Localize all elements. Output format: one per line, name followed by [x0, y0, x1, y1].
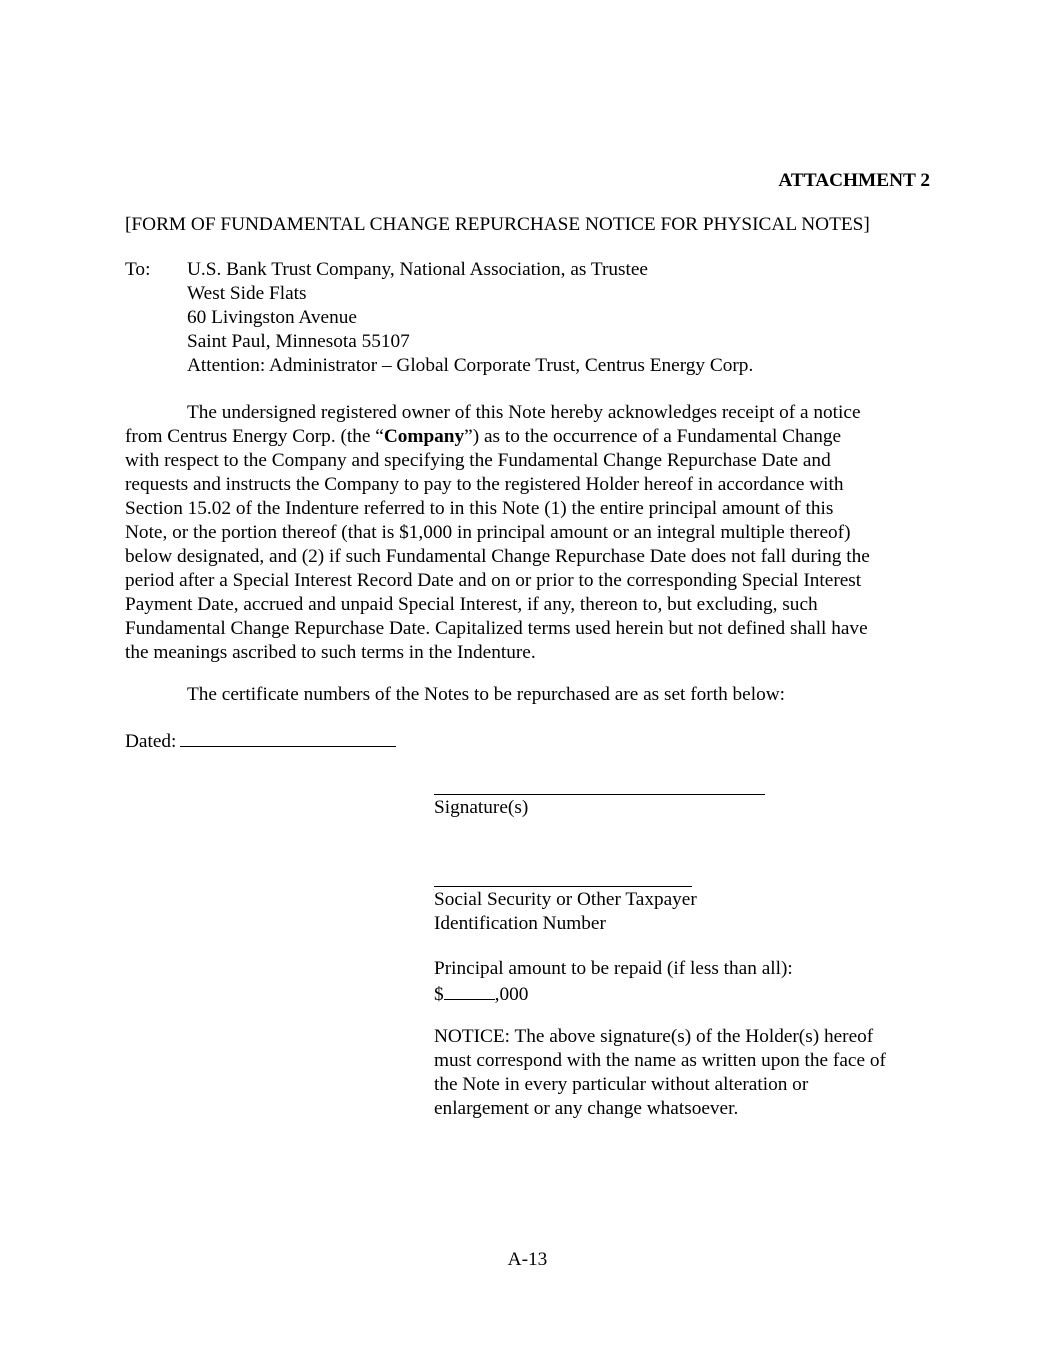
signature-label: Signature(s) [434, 797, 529, 818]
notice-line: NOTICE: The above signature(s) of the Holder(s) hereof [434, 1026, 874, 1047]
body-text: ”) as to the occurrence of a Fundamental Change [464, 426, 842, 447]
taxpayer-id-label [434, 888, 697, 936]
notice-line: must correspond with the name as written upon the face of [434, 1050, 886, 1071]
principal-amount-label: Principal amount to be repaid (if less than all): [434, 958, 793, 979]
signature-notice [434, 1025, 886, 1121]
body-line: with respect to the Company and specifying the Fundamental Change Repurchase Date and [125, 450, 831, 471]
company-defined-term: Company [383, 426, 465, 447]
principal-amount-section [434, 957, 793, 1005]
dated-row [125, 728, 396, 752]
body-line [125, 425, 931, 449]
body-text: from Centrus Energy Corp. (the “ [125, 426, 384, 447]
body-line: Payment Date, accrued and unpaid Special Interest, if any, thereon to, but excluding, such [125, 594, 818, 615]
attachment-heading: ATTACHMENT 2 [778, 170, 930, 191]
address-line: Saint Paul, Minnesota 55107 [187, 331, 410, 352]
body-line: The undersigned registered owner of this Note hereby acknowledges receipt of a notice [187, 402, 861, 423]
amount-suffix: ,000 [494, 984, 529, 1005]
signature-field[interactable] [434, 794, 765, 795]
notice-line: the Note in every particular without alteration or [434, 1074, 809, 1095]
notice-body-paragraph [125, 401, 931, 665]
trustee-address [187, 258, 753, 378]
principal-amount-field[interactable] [444, 981, 495, 1000]
body-line: Note, or the portion thereof (that is $1,000 in principal amount or an integral multiple thereof) [125, 522, 851, 543]
body-line: the meanings ascribed to such terms in the Indenture. [125, 642, 536, 663]
body-line: below designated, and (2) if such Fundamental Change Repurchase Date does not fall during the [125, 546, 870, 567]
certificate-numbers-line: The certificate numbers of the Notes to be repurchased are as set forth below: [187, 684, 786, 705]
dated-label: Dated: [125, 731, 177, 752]
taxpayer-id-label-line: Identification Number [434, 913, 606, 934]
taxpayer-id-label-line: Social Security or Other Taxpayer [434, 889, 697, 910]
taxpayer-id-field[interactable] [434, 886, 692, 887]
form-title: [FORM OF FUNDAMENTAL CHANGE REPURCHASE NOTICE FOR PHYSICAL NOTES] [125, 214, 870, 235]
address-line: U.S. Bank Trust Company, National Association, as Trustee [187, 259, 648, 280]
body-line: Fundamental Change Repurchase Date. Capitalized terms used herein but not defined shall have [125, 618, 868, 639]
body-line: Section 15.02 of the Indenture referred to in this Note (1) the entire principal amount of this [125, 498, 834, 519]
page-number: A-13 [507, 1249, 548, 1270]
currency-symbol: $ [434, 984, 444, 1005]
address-line: Attention: Administrator – Global Corporate Trust, Centrus Energy Corp. [187, 355, 754, 376]
address-line: West Side Flats [187, 283, 307, 304]
principal-amount-row [434, 981, 793, 1005]
body-line: period after a Special Interest Record Date and on or prior to the corresponding Special Interest [125, 570, 862, 591]
notice-line: enlargement or any change whatsoever. [434, 1098, 739, 1119]
address-line: 60 Livingston Avenue [187, 307, 357, 328]
body-line: requests and instructs the Company to pay to the registered Holder hereof in accordance with [125, 474, 844, 495]
date-field[interactable] [180, 728, 396, 747]
to-label: To: [125, 259, 151, 280]
